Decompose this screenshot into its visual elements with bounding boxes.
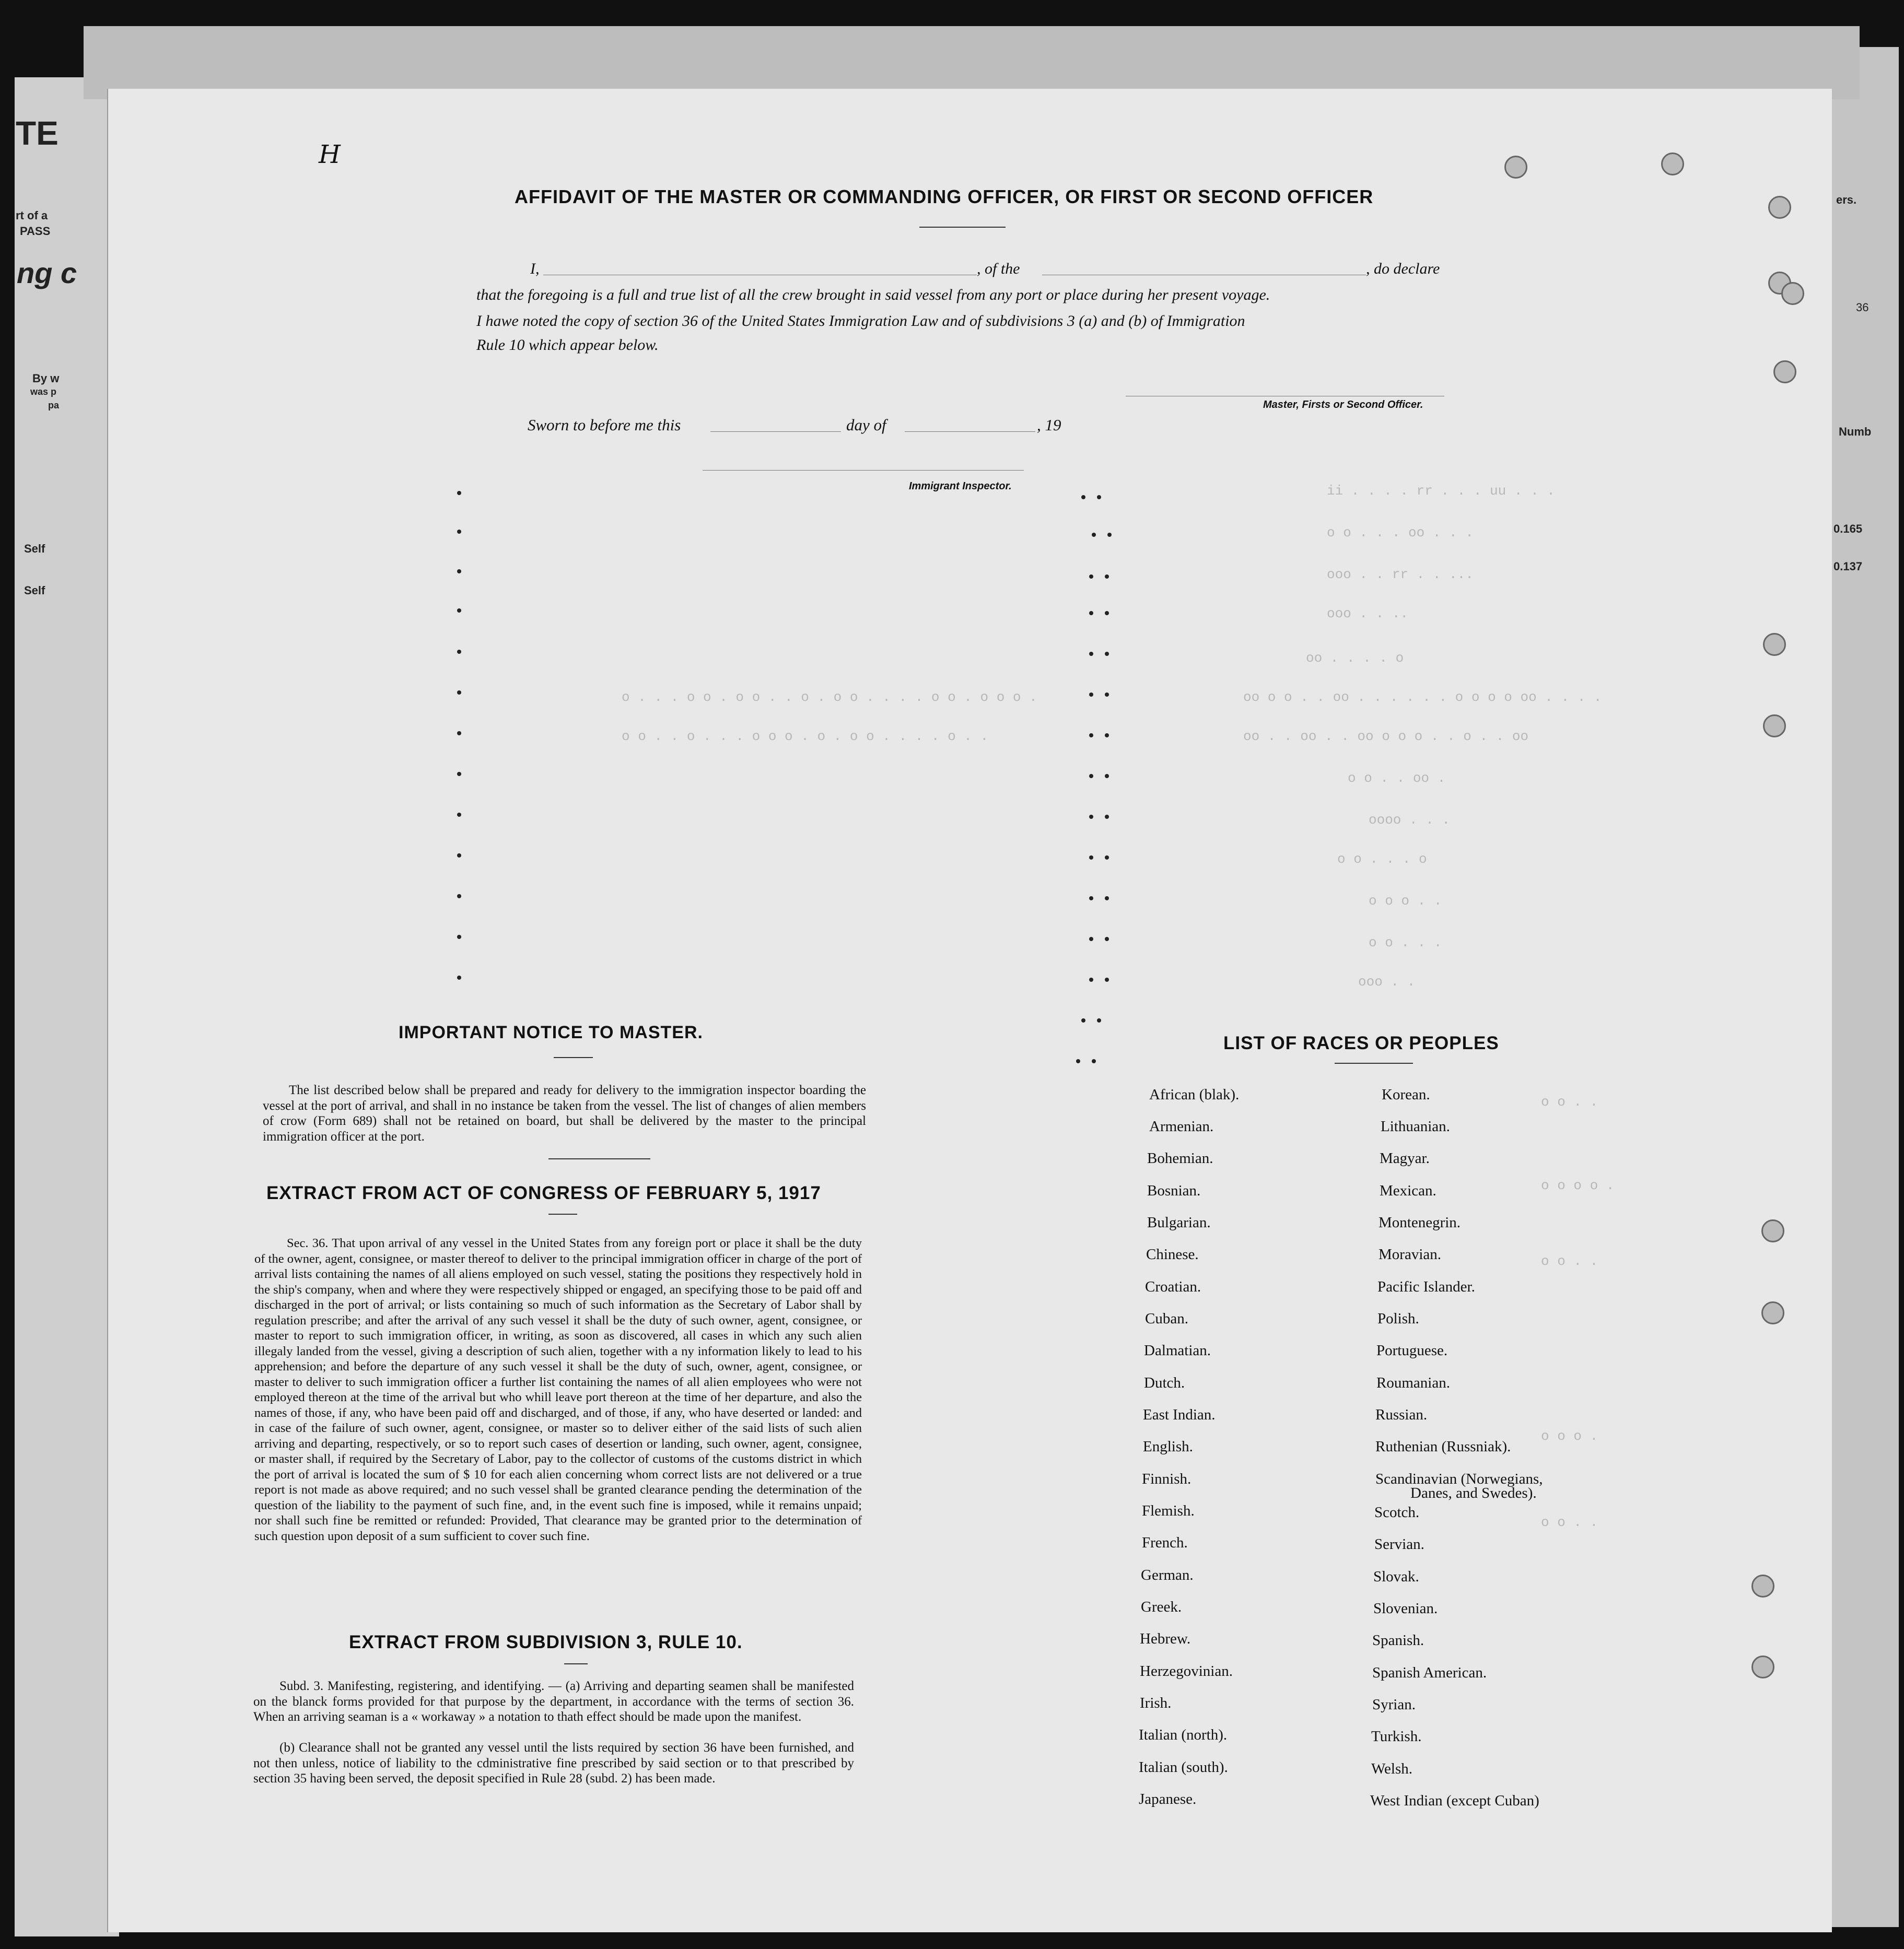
punch-hole: [1761, 1301, 1784, 1324]
race-item: Slovak.: [1373, 1568, 1419, 1585]
race-item: African (blak).: [1149, 1086, 1240, 1103]
race-item: Greek.: [1141, 1599, 1182, 1615]
race-item: Bosnian.: [1147, 1182, 1201, 1199]
race-item: Japanese.: [1139, 1791, 1197, 1807]
year-label: , 19: [1037, 416, 1061, 434]
punch-hole: [1768, 196, 1791, 219]
race-item: Spanish American.: [1372, 1664, 1487, 1681]
race-item: Spanish.: [1372, 1632, 1424, 1649]
race-item: Bohemian.: [1147, 1150, 1213, 1167]
punch-hole: [1661, 152, 1684, 175]
race-item: Syrian.: [1372, 1696, 1416, 1713]
edge-text-left-7: Self: [24, 542, 45, 555]
affidavit-do-declare: , do declare: [1366, 260, 1440, 277]
punch-hole: [1773, 360, 1796, 383]
punch-hole: [1781, 282, 1804, 305]
edge-text-left-2: PASS: [20, 225, 51, 238]
race-item: Portuguese.: [1376, 1342, 1448, 1359]
race-item: West Indian (except Cuban): [1370, 1792, 1539, 1809]
punch-hole: [1751, 1656, 1774, 1678]
edge-text-left-6: pa: [48, 400, 60, 410]
underlying-page-top: [84, 26, 1860, 99]
sworn-day-blank: [710, 431, 841, 432]
race-item: Moravian.: [1379, 1246, 1441, 1263]
affidavit-title: AFFIDAVIT OF THE MASTER OR COMMANDING OFFICER, OR FIRST OR SECOND OFFICER: [515, 186, 1374, 207]
race-item: Danes, and Swedes).: [1410, 1485, 1537, 1501]
race-item: Turkish.: [1371, 1728, 1422, 1745]
affidavit-body-line2: that the foregoing is a full and true list of all the crew brought in said vessel from any port or place during her present voyage.: [476, 286, 1270, 303]
race-item: Cuban.: [1145, 1310, 1188, 1327]
race-item: Lithuanian.: [1381, 1118, 1450, 1135]
race-item: Polish.: [1377, 1310, 1419, 1327]
race-item: English.: [1143, 1438, 1193, 1455]
act-extract-text: Sec. 36. That upon arrival of any vessel in the United States from any foreign port or place it shall be the duty of the owner, agent, consignee, or master thereof to deliver to the principal immigration officer in charge of the port of arrival lists containing the names of all aliens employed on such vessel, stating the positions they respectively hold in the ship's company, when and where they were respectively shipped or engaged, an specifying those to be paid off and discharged in the port of arrival; or lists containing so much of such information as the Secretary of Labor shall by regulation prescribe; and after the arrival of any such vessel it shall be the duty of such owner, agent, consignee, or master to report to such immigration officer, in writing, as soon as discovered, all cases in which any such alien illegaly landed from the vessel, giving a description of such alien, together with a ny information likely to lead to his apprehension; and before the departure of any such vessel it shall be the duty of such, owner, agent, consignee, or master to deliver to such immigration officer a further list containing the names of all alien employees who were not employed thereon at the time of the arrival but who whill leave port thereon at the time of her departure, and also the names of those, if any, who have been paid off and discharged, and of those, if any, who have deserted or landed: and in case of the failure of such owner, agent, consignee, or master so to deliver either of the said lists of such alien arriving and departing, respectively, or so to report such cases of desertion or landing, such owner, agent, consignee, or master shall, if required by the Secretary of Labor, pay to the collector of customs of the customs district in which the port of arrival is located the sum of $ 10 for each alien concerning whom correct lists are not delivered or a true report is not made as above required; and no such vessel shall be granted clearance pending the determination of the question of the liability to the payment of such fine, and, in the event such fine is imposed, while it remains unpaid; nor shall such fine be remitted or refunded: Provided, That clearance may be granted prior to the determination of such question upon deposit of a sum sufficient to cover such fine.: [254, 1236, 862, 1543]
notice-rule: [548, 1158, 650, 1159]
rule-extract-text-b: (b) Clearance shall not be granted any vessel until the lists required by section 36 have been furnished, and not then unless, notice of liability to the cdministrative fine prescribed by said section or to that prescribed by section 35 having been served, the deposit specified in Rule 28 (subd. 2) has been made.: [253, 1741, 854, 1786]
race-item: Servian.: [1374, 1536, 1424, 1553]
edge-text-right-3: 0.165: [1833, 522, 1863, 535]
underlying-page-right: [1823, 47, 1899, 1927]
race-item: Chinese.: [1146, 1246, 1199, 1263]
act-title-rule: [548, 1214, 577, 1215]
races-title-rule: [1335, 1063, 1413, 1064]
edge-text-right-1: 36: [1856, 301, 1869, 314]
punch-hole: [1763, 633, 1786, 656]
race-item: Dutch.: [1144, 1375, 1185, 1391]
sworn-label: Sworn to before me this: [528, 416, 681, 434]
race-item: East Indian.: [1143, 1406, 1216, 1423]
punch-hole: [1761, 1219, 1784, 1242]
race-item: Scotch.: [1374, 1504, 1420, 1521]
day-of-label: day of: [846, 416, 886, 434]
handwritten-corner-mark: H: [319, 140, 341, 169]
rule-extract-title: EXTRACT FROM SUBDIVISION 3, RULE 10.: [349, 1632, 743, 1652]
race-item: Korean.: [1382, 1086, 1430, 1103]
race-item: Pacific Islander.: [1377, 1278, 1475, 1295]
race-item: Mexican.: [1380, 1182, 1436, 1199]
race-item: Bulgarian.: [1147, 1214, 1211, 1231]
race-item: Italian (south).: [1139, 1759, 1228, 1776]
affidavit-title-rule: [919, 227, 1006, 228]
race-item: Irish.: [1140, 1695, 1172, 1711]
notice-text: The list described below shall be prepared and ready for delivery to the immigration inspector boarding the vessel at the port of arrival, and shall in no instance be taken from the vessel. The list of changes of alien members of crow (Form 689) shall not be retained on board, but shall be delivered by the master to the principal immigration officer at the port.: [263, 1083, 866, 1144]
races-title: LIST OF RACES OR PEOPLES: [1223, 1033, 1499, 1053]
punch-hole: [1504, 156, 1527, 179]
race-item: Armenian.: [1149, 1118, 1214, 1135]
notice-title-rule: [554, 1057, 593, 1058]
master-signature-label: Master, Firsts or Second Officer.: [1263, 399, 1423, 410]
race-item: Hebrew.: [1140, 1630, 1191, 1647]
race-item: French.: [1142, 1534, 1188, 1551]
edge-text-left-5: was p: [30, 386, 57, 397]
manifest-sheet: [107, 89, 1832, 1932]
underlying-page-left: [15, 77, 119, 1936]
race-item: Croatian.: [1145, 1278, 1201, 1295]
edge-text-left-0: TE: [16, 114, 59, 152]
race-item: Herzegovinian.: [1140, 1663, 1233, 1680]
race-item: Slovenian.: [1373, 1600, 1438, 1617]
affidavit-line-i: I,: [530, 260, 540, 277]
act-extract-title: EXTRACT FROM ACT OF CONGRESS OF FEBRUARY 5, 1917: [266, 1183, 821, 1203]
edge-text-left-8: Self: [24, 584, 45, 597]
race-item: Montenegrin.: [1379, 1214, 1461, 1231]
affidavit-body-line4: Rule 10 which appear below.: [476, 336, 659, 354]
rule-title-rule: [564, 1663, 588, 1664]
inspector-label: Immigrant Inspector.: [909, 480, 1012, 492]
rule-extract-text-a: Subd. 3. Manifesting, registering, and identifying. — (a) Arriving and departing seamen shall be manifested on the blanck forms provided for that purpose by the department, in accordance with the terms of section 36. When an arriving seaman is a « workaway » a notation to thath effect should be made upon the manifest.: [253, 1679, 854, 1724]
edge-text-right-2: Numb: [1839, 425, 1872, 438]
race-item: Magyar.: [1380, 1150, 1430, 1167]
race-item: Roumanian.: [1376, 1375, 1450, 1391]
race-item: Dalmatian.: [1144, 1342, 1211, 1359]
notice-title: IMPORTANT NOTICE TO MASTER.: [399, 1023, 703, 1042]
race-item: German.: [1141, 1567, 1194, 1583]
inspector-signature-line: [703, 470, 1024, 471]
race-item: Russian.: [1375, 1406, 1428, 1423]
race-item: Ruthenian (Russniak).: [1375, 1438, 1511, 1455]
edge-text-left-1: rt of a: [16, 209, 48, 222]
race-item: Flemish.: [1142, 1502, 1195, 1519]
race-item: Italian (north).: [1139, 1727, 1228, 1743]
affidavit-body-line3: I hawe noted the copy of section 36 of the United States Immigration Law and of subdivisions 3 (a) and (b) of Immigration: [476, 312, 1245, 330]
punch-hole: [1751, 1575, 1774, 1598]
edge-text-left-4: By w: [32, 372, 60, 385]
sworn-month-blank: [905, 431, 1035, 432]
affidavit-of-the: , of the: [977, 260, 1020, 277]
race-item: Welsh.: [1371, 1760, 1413, 1777]
edge-text-right-0: ers.: [1836, 193, 1857, 206]
edge-text-right-4: 0.137: [1833, 560, 1863, 573]
edge-text-left-3: ng c: [17, 256, 77, 289]
race-item: Scandinavian (Norwegians,: [1375, 1471, 1543, 1487]
race-item: Finnish.: [1142, 1471, 1192, 1487]
punch-hole: [1763, 714, 1786, 737]
